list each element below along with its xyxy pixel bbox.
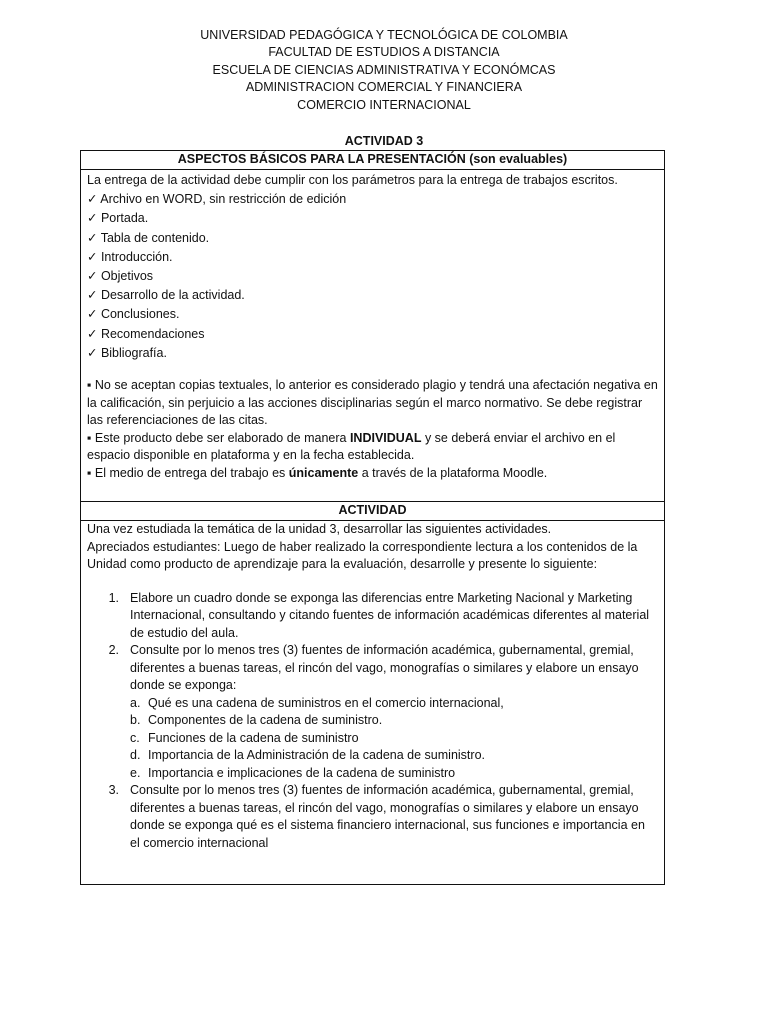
sub-list <box>130 695 658 783</box>
sub-list-item <box>130 730 658 748</box>
sub-item-letter: e. <box>130 765 141 780</box>
checklist-item: ✓ Bibliografía. <box>87 345 167 360</box>
list-item-body <box>119 642 658 782</box>
individual-note-text: ▪ Este producto debe ser elaborado de manera <box>87 430 350 445</box>
requirements-intro: La entrega de la actividad debe cumplir con los parámetros para la entrega de trabajos escritos. <box>87 173 618 187</box>
list-item <box>87 642 658 782</box>
list-item-text: Consulte por lo menos tres (3) fuentes de información académica, gubernamental, gremial, diferentes a buenas tareas, el rincón del vago, monografías o similares y elabore un ensayo donde se exponga qué es el sistema financiero internacional, sus funciones e importancia en el comercio internacional <box>130 783 645 850</box>
checklist-item: ✓ Archivo en WORD, sin restricción de edición <box>87 192 347 207</box>
sub-item-letter: b. <box>130 713 141 727</box>
university-name: UNIVERSIDAD PEDAGÓGICA Y TECNOLÓGICA DE COLOMBIA <box>200 28 568 42</box>
faculty-name: FACULTAD DE ESTUDIOS A DISTANCIA <box>268 45 500 60</box>
checklist-item: ✓ Desarrollo de la actividad. <box>87 288 245 303</box>
activity-title: ACTIVIDAD 3 <box>344 134 424 148</box>
checklist-item: ✓ Recomendaciones <box>87 326 205 341</box>
sub-item-text: Importancia de la Administración de la cadena de suministro. <box>148 748 485 762</box>
sub-item-text: Importancia e implicaciones de la cadena de suministro <box>148 765 456 780</box>
course-name: COMERCIO INTERNACIONAL <box>297 97 471 112</box>
requirements-content <box>81 170 664 482</box>
moodle-emphasis: únicamente <box>288 465 359 480</box>
list-item <box>87 590 658 643</box>
list-item-number: 3. <box>108 783 119 797</box>
sub-list-item <box>130 712 658 730</box>
moodle-note-text: ▪ El medio de entrega del trabajo es <box>87 465 289 480</box>
activity-list <box>87 590 658 853</box>
individual-note-text-end: y se deberá enviar el archivo en el espacio disponible en plataforma y en la fecha establecida. <box>87 430 616 463</box>
presentation-requirements-box <box>80 150 665 502</box>
checklist-item: ✓ Conclusiones. <box>87 307 180 322</box>
activity-instructions: Apreciados estudiantes: Luego de haber realizado la correspondiente lectura a los contenidos de la Unidad como producto de aprendizaje para la evaluación, desarrolle y presente lo siguiente: <box>87 539 638 571</box>
checklist-item: ✓ Introducción. <box>87 249 173 264</box>
sub-item-letter: d. <box>130 748 141 762</box>
list-item-text: Elabore un cuadro donde se exponga las diferencias entre Marketing Nacional y Marketing Internacional, consultando y citando fuentes de información académicas diferentes al material de estudio del aula. <box>130 590 650 640</box>
sub-item-text: Qué es una cadena de suministros en el comercio internacional, <box>148 695 504 710</box>
list-item-text: Consulte por lo menos tres (3) fuentes de información académica, gubernamental, gremial, diferentes a buenas tareas, el rincón del vago, monografías o similares y elabore un ensayo donde se exponga: <box>130 643 639 692</box>
list-item-number: 2. <box>108 643 119 657</box>
activity-intro: Una vez estudiada la temática de la unidad 3, desarrollar las siguientes actividades. <box>87 522 552 536</box>
sub-item-text: Funciones de la cadena de suministro <box>148 730 359 745</box>
individual-emphasis: INDIVIDUAL <box>349 430 422 445</box>
sub-item-letter: c. <box>130 730 140 745</box>
sub-item-letter: a. <box>130 695 141 710</box>
activity-content <box>81 521 664 852</box>
individual-note <box>87 430 658 465</box>
sub-list-item <box>130 765 658 783</box>
school-name: ESCUELA DE CIENCIAS ADMINISTRATIVA Y ECONÓMCAS <box>212 62 556 77</box>
checklist-item: ✓ Tabla de contenido. <box>87 230 210 245</box>
activity-heading: ACTIVIDAD <box>81 502 664 521</box>
sub-list-item <box>130 747 658 765</box>
activity-box <box>80 501 665 885</box>
moodle-note <box>87 465 658 483</box>
sub-item-text: Componentes de la cadena de suministro. <box>148 713 383 727</box>
list-item <box>87 782 658 852</box>
list-item-number: 1. <box>108 590 119 605</box>
document-header <box>0 27 768 114</box>
moodle-note-text-end: a través de la plataforma Moodle. <box>358 465 548 480</box>
program-name: ADMINISTRACION COMERCIAL Y FINANCIERA <box>245 80 523 95</box>
requirements-heading: ASPECTOS BÁSICOS PARA LA PRESENTACIÓN (son evaluables) <box>81 151 664 170</box>
checklist-item: ✓ Portada. <box>87 211 149 226</box>
sub-list-item <box>130 695 658 713</box>
plagiarism-note: ▪ No se aceptan copias textuales, lo anterior es considerado plagio y tendrá una afectación negativa en la calificación, sin perjuicio a las acciones disciplinarias según el marco normativo. Se debe registrar las referenciaciones de las citas. <box>87 378 658 428</box>
checklist-item: ✓ Objetivos <box>87 269 154 284</box>
